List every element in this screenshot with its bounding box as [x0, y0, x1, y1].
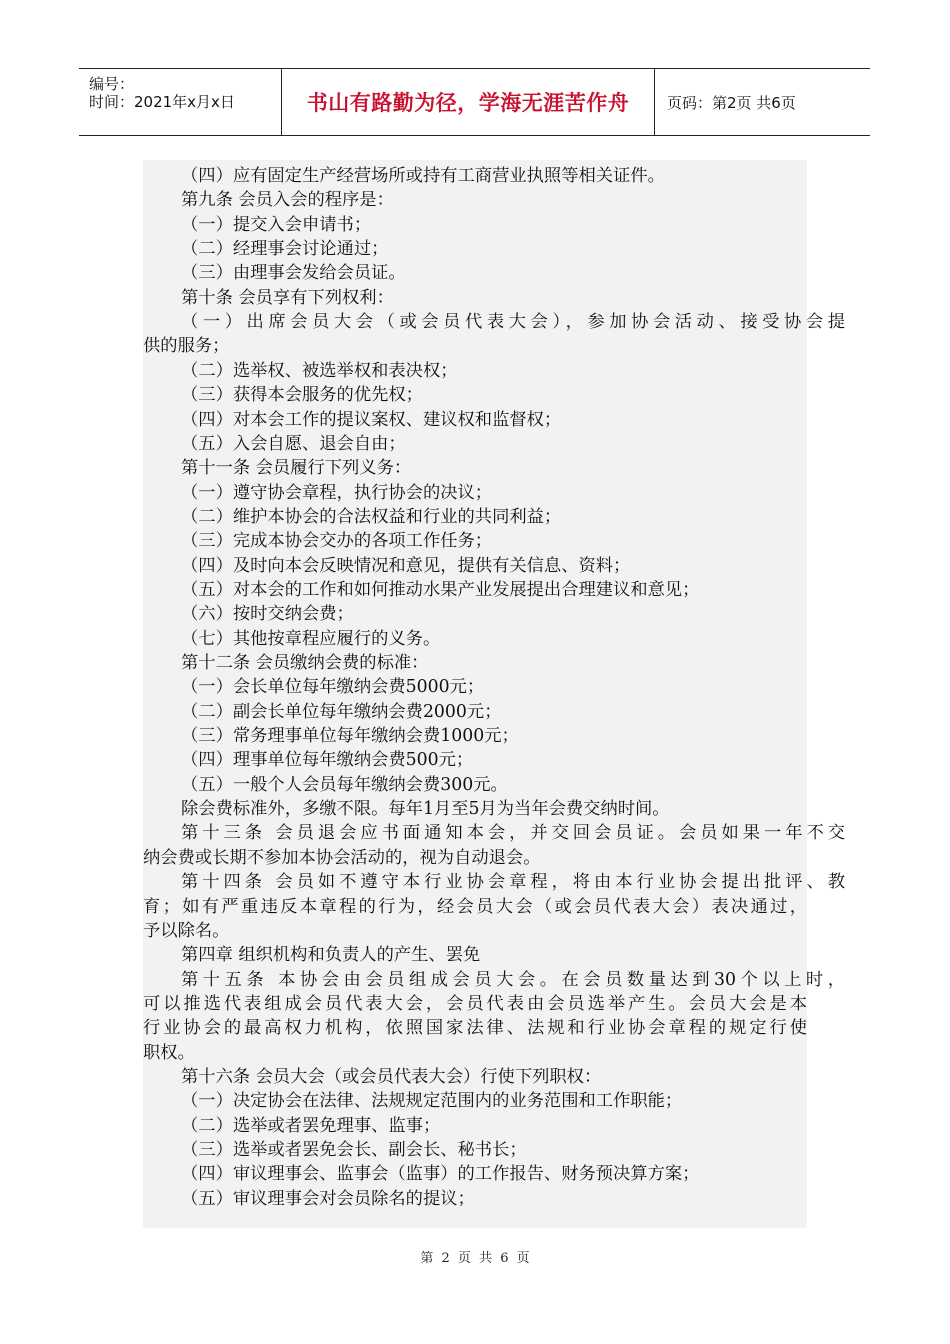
body-text-line: （四）及时向本会反映情况和意见，提供有关信息、资料； [181, 555, 631, 576]
body-text-line: （一）决定协会在法律、法规规定范围内的业务范围和工作职能； [181, 1091, 683, 1112]
document-date-label: 时间：2021年x月x日 [89, 93, 235, 111]
body-text-line: （四）审议理事会、监事会（监事）的工作报告、财务预决算方案； [181, 1164, 700, 1185]
body-text-line: 第十五条 本协会由会员组成会员大会。在会员数量达到30个以上时， [181, 969, 845, 990]
body-text-line: （三）常务理事单位每年缴纳会费1000元； [181, 726, 519, 747]
body-text-line: （二）选举或者罢免理事、监事； [181, 1115, 441, 1136]
body-text-line: 第十四条 会员如不遵守本行业协会章程，将由本行业协会提出批评、教 [181, 872, 845, 893]
body-text-line: 第十六条 会员大会（或会员代表大会）行使下列职权： [181, 1066, 602, 1087]
body-text-line: 第四章 组织机构和负责人的产生、罢免 [181, 945, 481, 966]
body-text-line: （一）出席会员大会（或会员代表大会），参加协会活动、接受协会提 [181, 312, 845, 333]
document-body [143, 160, 845, 1228]
page-footer: 第 2 页 共 6 页 [420, 1251, 530, 1266]
body-text-line: （二）副会长单位每年缴纳会费2000元； [181, 701, 502, 722]
body-text-line: （六）按时交纳会费； [181, 604, 354, 625]
body-text-line: （三）获得本会服务的优先权； [181, 385, 423, 406]
body-text-line: （五）入会自愿、退会自由； [181, 433, 406, 454]
body-text-line: （一）遵守协会章程，执行协会的决议； [181, 482, 493, 503]
body-text-line: （二）经理事会讨论通过； [181, 239, 389, 260]
body-text-line: （五）对本会的工作和如何推动水果产业发展提出合理建议和意见； [181, 579, 700, 600]
body-text-line: （五）一般个人会员每年缴纳会费300元。 [181, 774, 508, 795]
header-page-number: 页码：第2页 共6页 [667, 93, 796, 112]
body-text-line: 职权。 [143, 1042, 195, 1063]
body-text-line: （五）审议理事会对会员除名的提议； [181, 1188, 475, 1209]
body-text-line: （七）其他按章程应履行的义务。 [181, 628, 441, 649]
body-text-line: （三）完成本协会交办的各项工作任务； [181, 531, 493, 552]
header-meta-cell [79, 69, 282, 135]
body-text-line: （四）对本会工作的提议案权、建议权和监督权； [181, 409, 562, 430]
body-text-line: 行业协会的最高权力机构，依照国家法律、法规和行业协会章程的规定行使 [143, 1018, 807, 1039]
body-text-line: （一）提交入会申请书； [181, 214, 372, 235]
body-text-line: （四）应有固定生产经营场所或持有工商营业执照等相关证件。 [181, 166, 665, 186]
body-text-line: （二）维护本协会的合法权益和行业的共同利益； [181, 506, 562, 527]
body-text-line: （三）选举或者罢免会长、副会长、秘书长； [181, 1140, 527, 1160]
body-text-line: 第十二条 会员缴纳会费的标准： [181, 653, 429, 673]
page-header [79, 68, 870, 136]
body-text-line: （三）由理事会发给会员证。 [181, 263, 406, 284]
document-number-label: 编号： [89, 75, 135, 93]
body-text-line: 除会费标准外，多缴不限。每年1月至5月为当年会费交纳时间。 [181, 799, 670, 820]
body-text-line: 予以除名。 [143, 920, 230, 941]
body-text-line: 育；如有严重违反本章程的行为，经会员大会（或会员代表大会）表决通过， [143, 896, 807, 917]
body-text-line: 第十一条 会员履行下列义务： [181, 458, 412, 479]
body-text-line: （一）会长单位每年缴纳会费5000元； [181, 677, 485, 698]
body-text-line: （四）理事单位每年缴纳会费500元； [181, 750, 474, 771]
body-text-line: 第十条 会员享有下列权利： [181, 287, 394, 308]
body-text-line: 第九条 会员入会的程序是： [181, 190, 394, 211]
body-text-line: 供的服务； [143, 336, 230, 357]
body-text-line: 第十三条 会员退会应书面通知本会，并交回会员证。会员如果一年不交 [181, 823, 845, 844]
body-text-line: （二）选举权、被选举权和表决权； [181, 360, 458, 381]
header-motto: 书山有路勤为径，学海无涯苦作舟 [282, 69, 655, 135]
body-text-line: 纳会费或长期不参加本协会活动的，视为自动退会。 [143, 847, 541, 868]
body-text-line: 可以推选代表组成会员代表大会，会员代表由会员选举产生。会员大会是本 [143, 993, 807, 1014]
